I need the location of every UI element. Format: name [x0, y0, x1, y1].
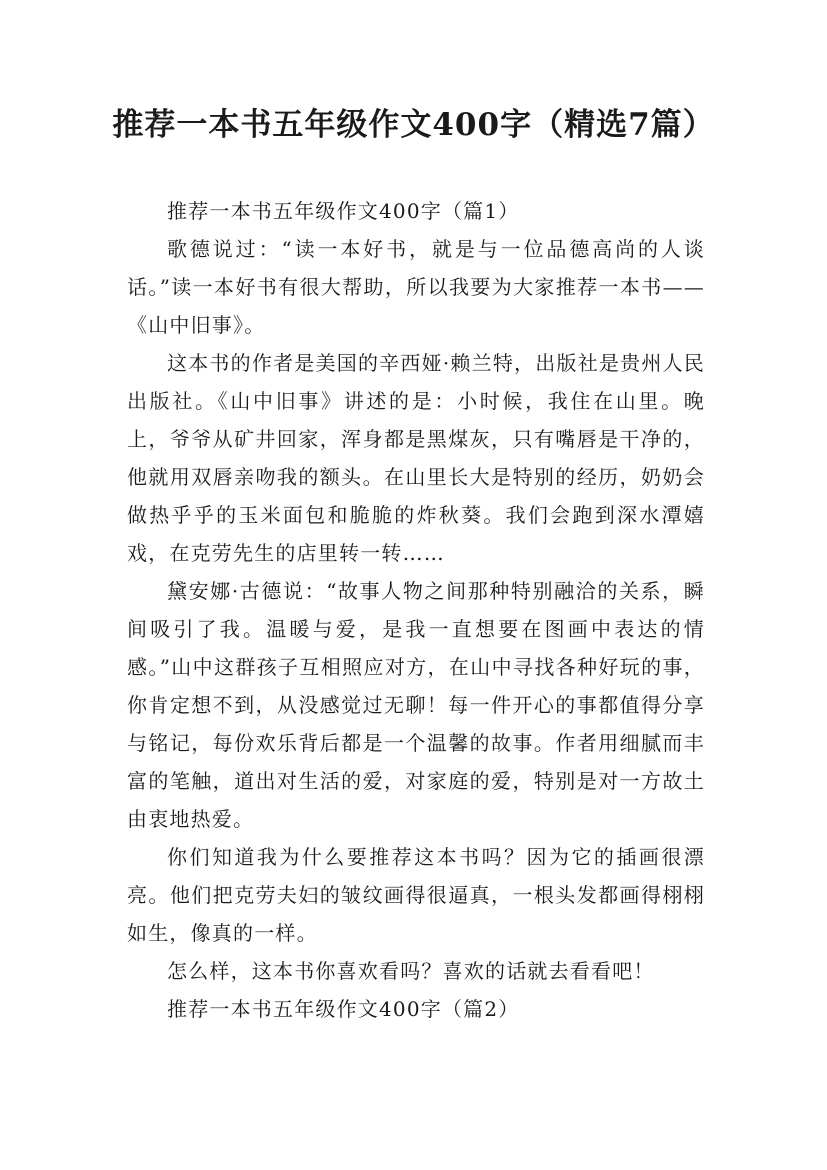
document-body [127, 192, 705, 1028]
paragraph-book-intro: 这本书的作者是美国的辛西娅·赖兰特，出版社是贵州人民出版社。《山中旧事》讲述的是：小时候，我住在山里。晚上，爷爷从矿井回家，浑身都是黑煤灰，只有嘴唇是干净的，他就用双唇亲吻我的额头。在山里长大是特别的经历，奶奶会做热乎乎的玉米面包和脆脆的炸秋葵。我们会跑到深水潭嬉戏，在克劳先生的店里转一转…… [127, 351, 705, 565]
document-title: 推荐一本书五年级作文400字（精选7篇） [112, 107, 715, 143]
section-heading-2: 推荐一本书五年级作文400字（篇2） [167, 997, 520, 1021]
paragraph-goethe-quote: 歌德说过：“读一本好书，就是与一位品德高尚的人谈话。”读一本好书有很大帮助，所以我要为大家推荐一本书——《山中旧事》。 [127, 237, 705, 337]
paragraph-diana-quote: 黛安娜·古德说：“故事人物之间那种特别融洽的关系，瞬间吸引了我。温暖与爱，是我一直想要在图画中表达的情感。”山中这群孩子互相照应对方，在山中寻找各种好玩的事，你肯定想不到，从没感觉过无聊！每一件开心的事都值得分享与铭记，每份欢乐背后都是一个温馨的故事。作者用细腻而丰富的笔触，道出对生活的爱，对家庭的爱，特别是对一方故土由衷地热爱。 [127, 579, 705, 831]
paragraph-closing: 怎么样，这本书你喜欢看吗？喜欢的话就去看看吧！ [167, 959, 655, 983]
paragraph-illustrations: 你们知道我为什么要推荐这本书吗？因为它的插画很漂亮。他们把克劳夫妇的皱纹画得很逼真，一根头发都画得栩栩如生，像真的一样。 [127, 845, 705, 945]
section-heading-1: 推荐一本书五年级作文400字（篇1） [167, 199, 520, 223]
